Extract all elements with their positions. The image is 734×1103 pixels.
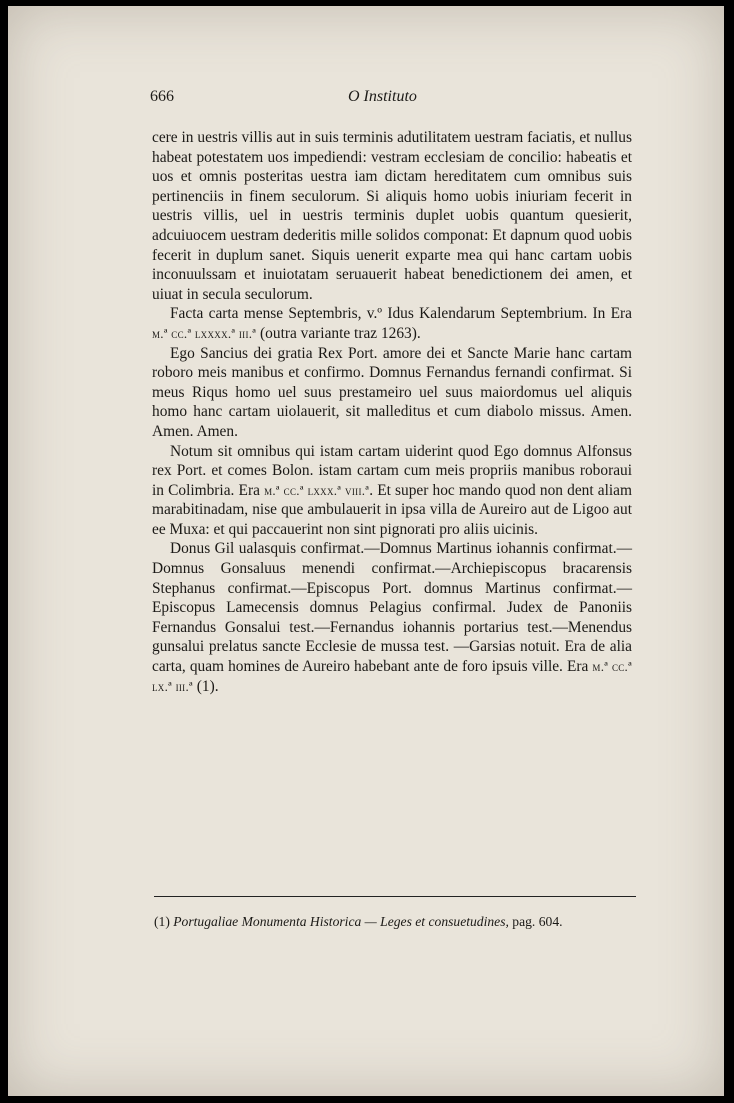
paragraph-1: cere in uestris villis aut in suis terminis adutilitatem uestram faciatis, et nullus habeat potestatem uos impediendi: vestram ecclesiam de concilio: habeatis et uos et omnis posteritas uestra iam dictam hereditatem cum omnibus suis pertinenciis in finem seculorum. Si aliquis homo uobis iniuriam fecerit in uestris villis, uel in uestris terminis duplet uobis quantum quesierit, adcuiuocem uestram dederitis mille solidos componat: Et dapnum quod uobis fecerit in duplum sanet. Siquis uenerit exparte mea qui hanc cartam uobis inconuulssam et inuiotatam seruauerit habeat benedictionem dei amen, et uiuat in secula seculorum. xyxy=(152,129,632,303)
footnote-citation: Portugaliae Monumenta Historica — Leges et consuetudines, xyxy=(173,914,509,929)
era-date: m.ª cc.ª lxxxx.ª iii.ª xyxy=(152,325,257,341)
page-number: 666 xyxy=(150,88,174,105)
era-date: m.ª cc.ª lx.ª iii.ª xyxy=(152,659,632,694)
footnote-page: pag. 604. xyxy=(508,914,563,929)
body-text xyxy=(152,128,632,696)
paragraph-2: Facta carta mense Septembris, v.º Idus Kalendarum Septembrium. In Era m.ª cc.ª lxxxx.ª iii.ª (outra variante traz 1263). xyxy=(152,305,632,342)
footnote-marker: (1) xyxy=(154,914,174,929)
footnote-divider xyxy=(154,896,636,897)
paragraph-4: Notum sit omnibus qui istam cartam uiderint quod Ego domnus Alfonsus rex Port. et comes Bolon. istam cartam cum meis propriis manibus roboraui in Colimbria. Era m.ª cc.ª lxxx.ª viii.ª. Et super hoc mando quod non dent aliam marabitinadam, nise que ambulauerit in ipsa villa de Aureiro aut de Ligoo aut ee Muxa: et qui paccauerint non sint pignorati pro aliis uicinis. xyxy=(152,442,632,538)
paragraph-5: Donus Gil ualasquis confirmat.—Domnus Martinus iohannis confirmat.—Domnus Gonsaluus menendi confirmat.—Archiepiscopus bracarensis Stephanus confirmat.—Episcopus Port. domnus Martinus confirmat.—Episcopus Lamecensis domnus Pelagius confirmal. Judex de Panoniis Fernandus Gonsalui test.—Fernandus iohannis portarius test.—Menendus gunsalui prelatus sancte Ecclesie de mussa test. —Garsias notuit. Era de alia carta, quam homines de Aureiro habebant ante de foro ipsuis ville. Era m.ª cc.ª lx.ª iii.ª (1). xyxy=(152,540,632,695)
page-header xyxy=(150,88,640,112)
era-date: m.ª cc.ª lxxx.ª viii.ª xyxy=(264,482,370,498)
paragraph-3: Ego Sancius dei gratia Rex Port. amore dei et Sancte Marie hanc cartam roboro meis manibus et confirmo. Domnus Fernandus fernandi confirmat. Si meus Riqus homo uel suus prestameiro uel suus maiordomus uel aliquis homo hanc cartam uiolauerit, sit malleditus et cum diabolo missus. Amen. Amen. Amen. xyxy=(152,344,632,440)
running-title: O Instituto xyxy=(348,88,417,105)
footnote xyxy=(154,912,634,931)
